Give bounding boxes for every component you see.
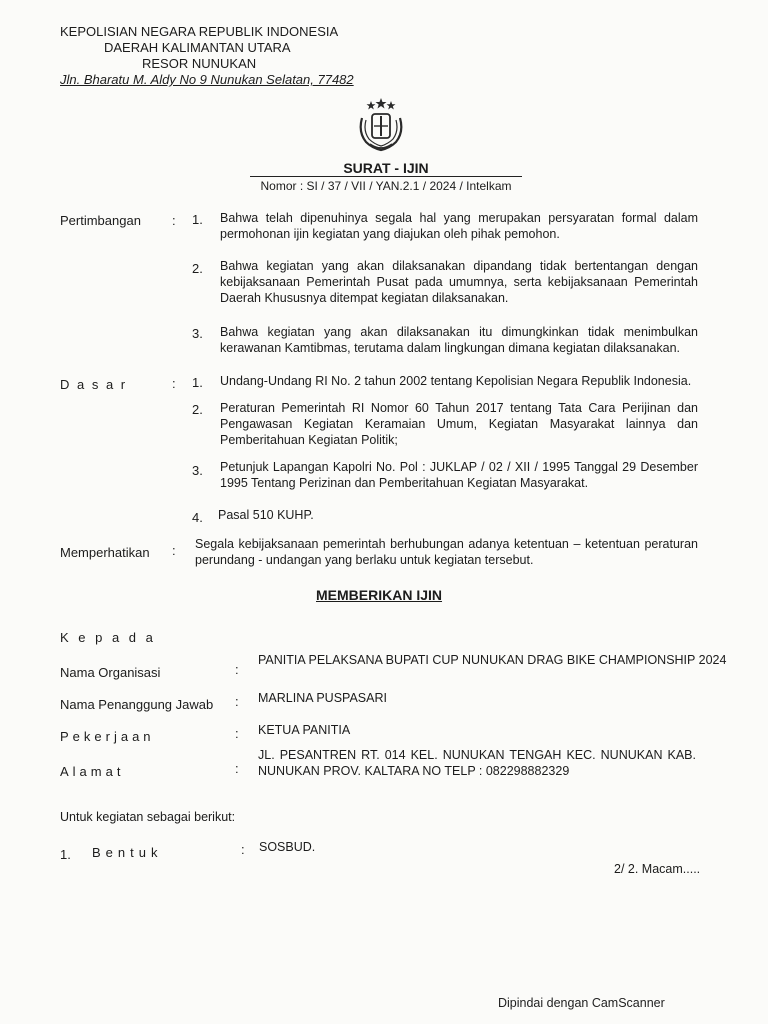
responsible-person-value: MARLINA PUSPASARI xyxy=(258,691,387,705)
activity-intro: Untuk kegiatan sebagai berikut: xyxy=(60,810,236,824)
list-number: 4. xyxy=(192,510,203,525)
occupation-label: Pekerjaan xyxy=(60,729,155,744)
colon: : xyxy=(235,662,239,677)
letterhead-region: DAERAH KALIMANTAN UTARA xyxy=(104,40,291,55)
pertimbangan-item-2: Bahwa kegiatan yang akan dilaksanakan dipandang tidak bertentangan dengan kebijaksanaan Pemerintah Pusat pada umumnya, serta kebijaksanaan Pemerintah Daerah Khususnya ditempat kegiatan dilaksanakan. xyxy=(220,259,698,305)
recipient-heading: K e p a d a xyxy=(60,630,156,645)
dasar-item-4: Pasal 510 KUHP. xyxy=(218,508,314,522)
title-underline xyxy=(250,176,522,177)
occupation-value: KETUA PANITIA xyxy=(258,723,351,737)
section-label-dasar: D a s a r xyxy=(60,377,128,392)
document-title: SURAT - IJIN xyxy=(343,160,429,176)
pertimbangan-item-3: Bahwa kegiatan yang akan dilaksanakan itu dimungkinkan tidak menimbulkan kerawanan Kamtibmas, terutama dalam lingkungan dimana kegiatan dilaksanakan. xyxy=(220,325,698,355)
list-number: 3. xyxy=(192,326,203,341)
letterhead xyxy=(60,24,354,88)
document-number: Nomor : SI / 37 / VII / YAN.2.1 / 2024 / Intelkam xyxy=(260,179,512,193)
section-label-pertimbangan: Pertimbangan xyxy=(60,213,141,228)
list-number: 2. xyxy=(192,402,203,417)
list-number: 2. xyxy=(192,261,203,276)
granting-heading: MEMBERIKAN IJIN xyxy=(316,587,443,603)
list-number: 3. xyxy=(192,463,203,478)
colon: : xyxy=(235,726,239,741)
police-emblem-icon xyxy=(352,96,410,154)
page-continuation: 2/ 2. Macam..... xyxy=(614,862,701,876)
colon: : xyxy=(172,543,176,558)
scanner-watermark: Dipindai dengan CamScanner xyxy=(498,996,665,1010)
form-label: Bentuk xyxy=(92,845,163,860)
letterhead-resort: RESOR NUNUKAN xyxy=(142,56,257,71)
address-value: JL. PESANTREN RT. 014 KEL. NUNUKAN TENGAH KEC. NUNUKAN KAB. NUNUKAN PROV. KALTARA NO TELP : 082298882329 xyxy=(258,748,696,778)
colon: : xyxy=(241,842,245,857)
letterhead-address: Jln. Bharatu M. Aldy No 9 Nunukan Selatan, 77482 xyxy=(60,72,354,87)
dasar-item-3: Petunjuk Lapangan Kapolri No. Pol : JUKLAP / 02 / XII / 1995 Tanggal 29 Desember 1995 Tentang Perizinan dan Pemberitahuan Kegiatan Masyarakat. xyxy=(220,460,698,490)
memperhatikan-text: Segala kebijaksanaan pemerintah berhubungan adanya ketentuan – ketentuan peraturan perundang - undangan yang berlaku untuk kegiatan tersebut. xyxy=(195,537,698,567)
colon: : xyxy=(235,694,239,709)
colon: : xyxy=(172,213,176,228)
section-label-memperhatikan: Memperhatikan xyxy=(60,545,150,560)
org-name-label: Nama Organisasi xyxy=(60,665,161,680)
colon: : xyxy=(172,376,176,391)
responsible-person-label: Nama Penanggung Jawab xyxy=(60,697,214,712)
list-number: 1. xyxy=(60,847,71,862)
org-name-value: PANITIA PELAKSANA BUPATI CUP NUNUKAN DRAG BIKE CHAMPIONSHIP 2024 xyxy=(258,653,727,667)
dasar-item-2: Peraturan Pemerintah RI Nomor 60 Tahun 2017 tentang Tata Cara Perijinan dan Pengawasan Kegiatan Keramaian Umum, Kegiatan Masyarakat lainnya dan Pemberitahuan Kegiatan Politik; xyxy=(220,401,698,447)
letterhead-institution: KEPOLISIAN NEGARA REPUBLIK INDONESIA xyxy=(60,24,339,39)
form-value: SOSBUD. xyxy=(259,840,316,854)
dasar-item-1: Undang-Undang RI No. 2 tahun 2002 tentang Kepolisian Negara Republik Indonesia. xyxy=(220,374,692,388)
list-number: 1. xyxy=(192,212,203,227)
colon: : xyxy=(235,761,239,776)
list-number: 1. xyxy=(192,375,203,390)
pertimbangan-item-1: Bahwa telah dipenuhinya segala hal yang merupakan persyaratan formal dalam permohonan ijin kegiatan yang diajukan oleh pihak pemohon. xyxy=(220,211,698,241)
address-label: Alamat xyxy=(60,764,125,779)
